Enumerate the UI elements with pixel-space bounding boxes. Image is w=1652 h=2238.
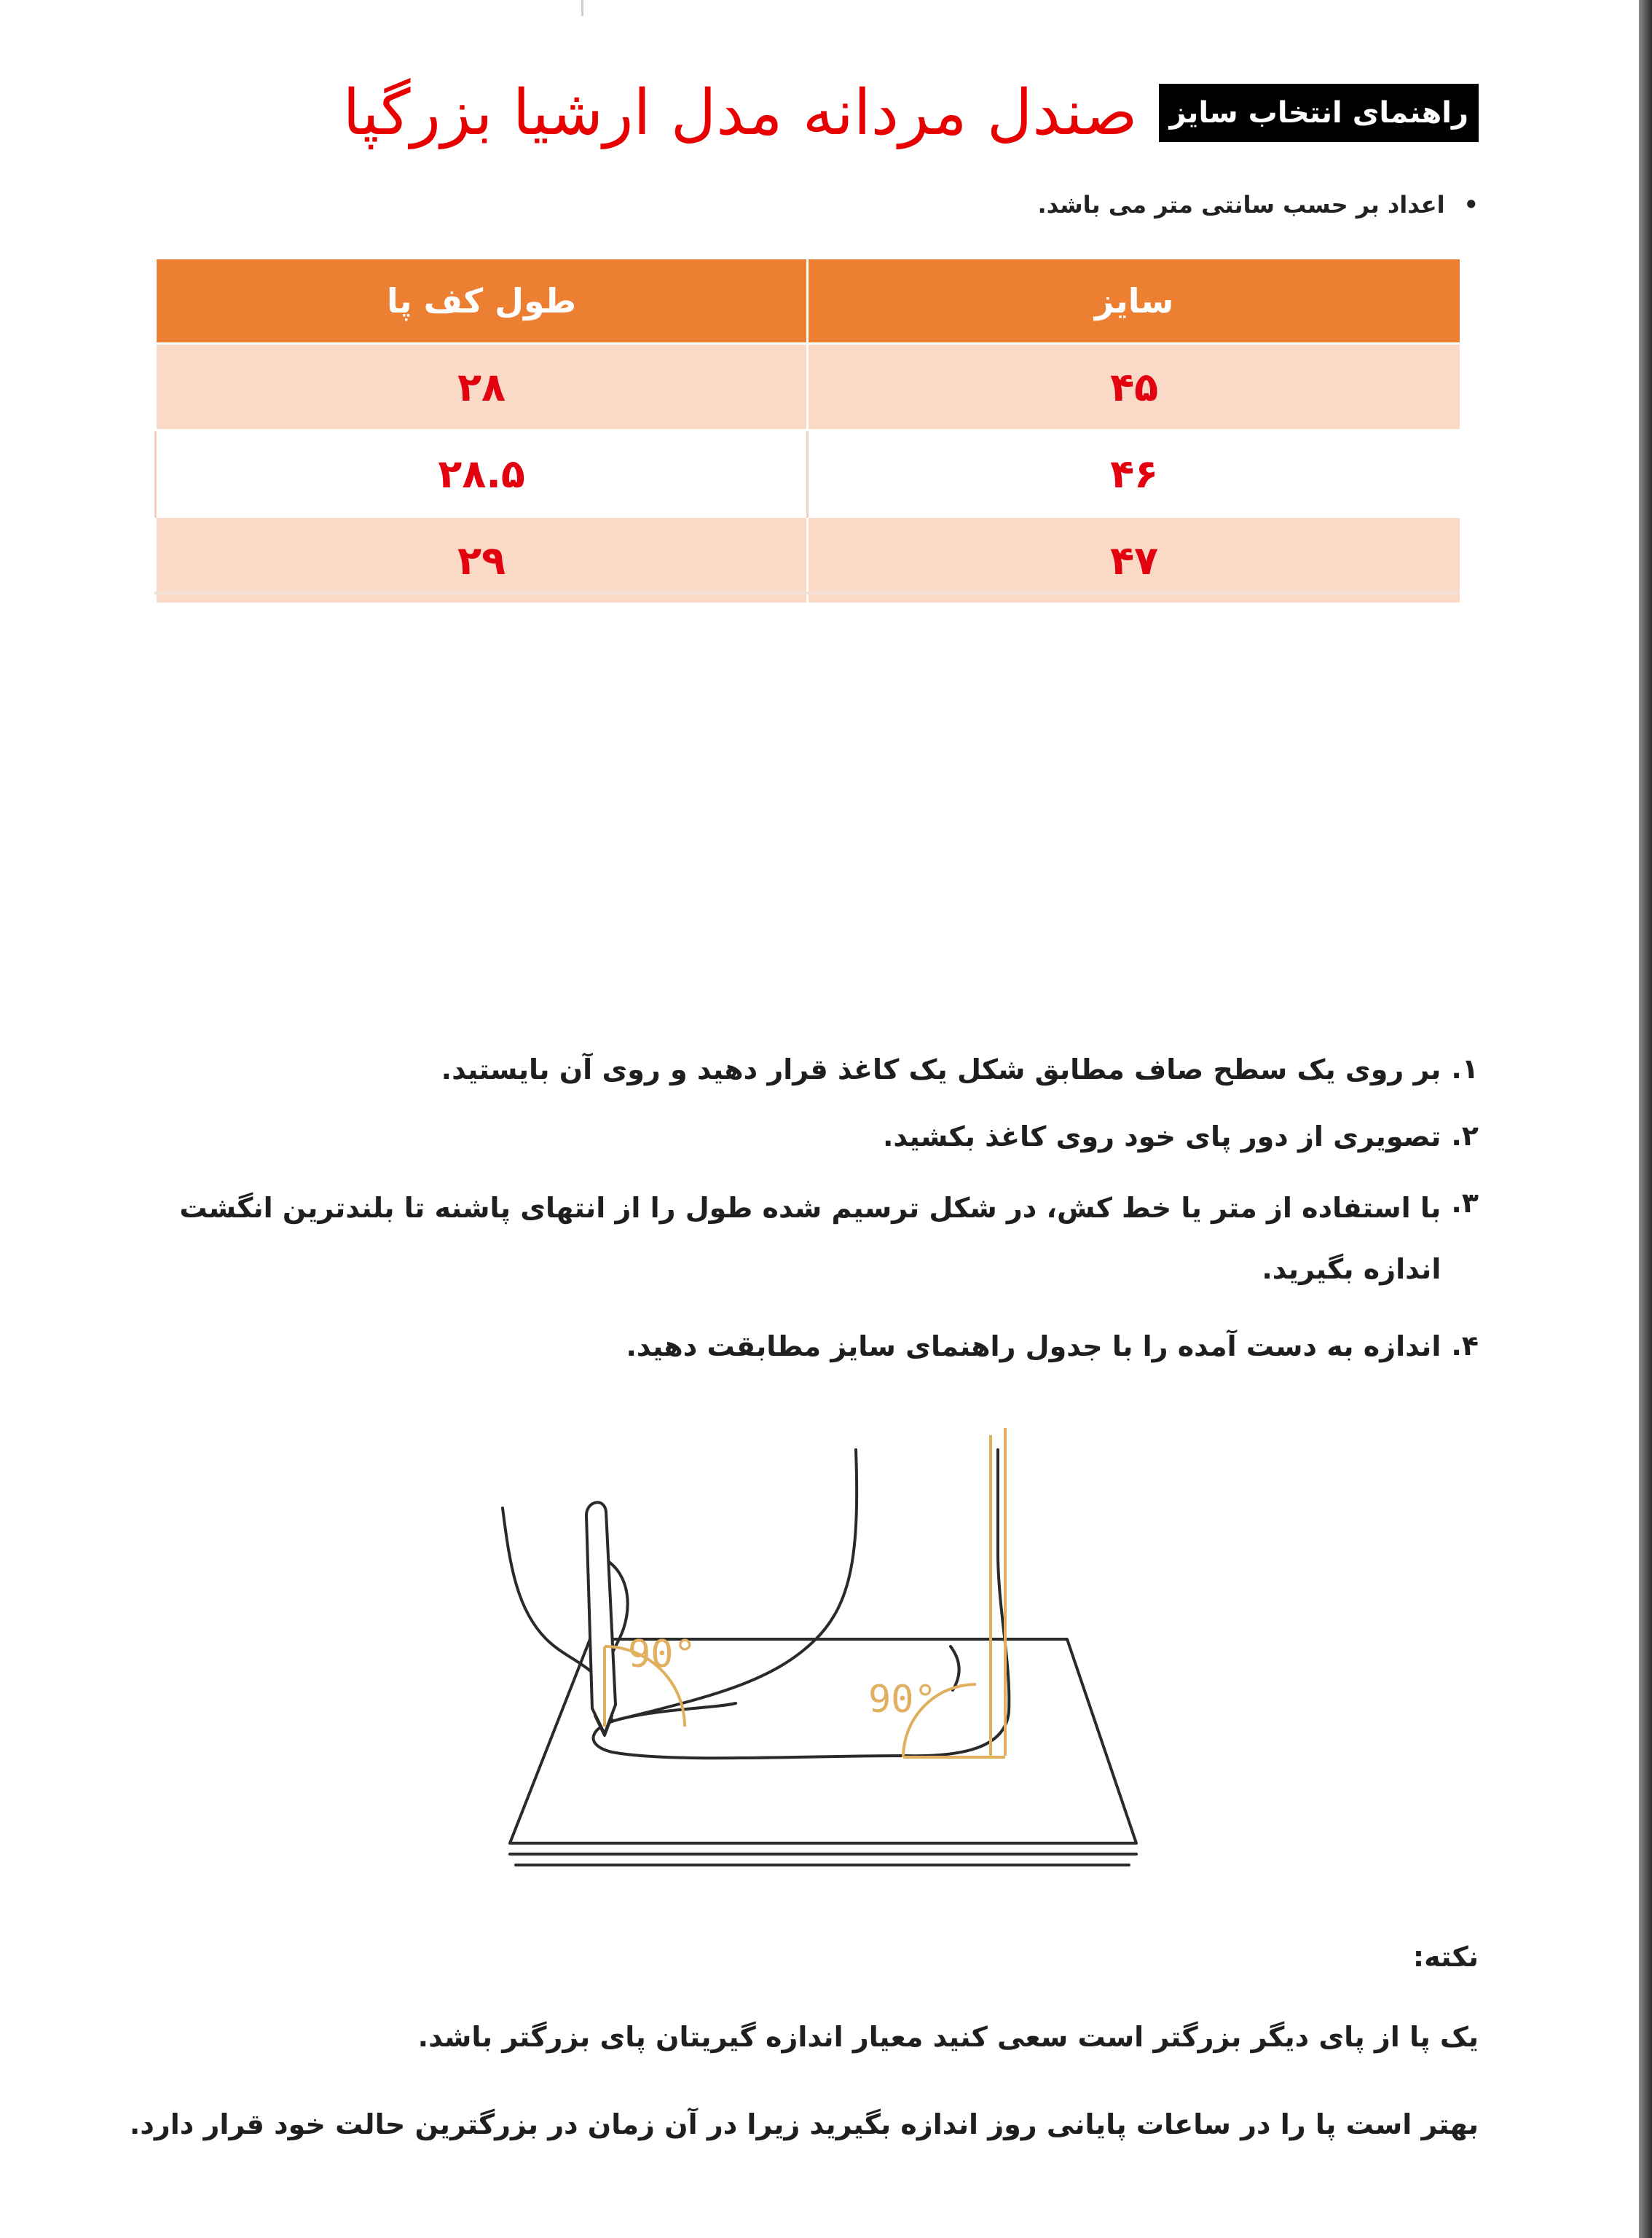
step-item [168,1177,1479,1320]
header-size: سایز [808,259,1460,344]
step-item [168,1110,1479,1177]
size-guide-label: راهنمای انتخاب سایز [1159,84,1479,142]
cell-size: ۴۶ [808,431,1460,517]
note-title: نکته: [1412,1941,1479,1973]
cell-size: ۴۵ [808,344,1460,431]
angle-label-toe: 90° [628,1633,696,1676]
step-text: تصویری از دور پای خود روی کاغذ بکشید. [882,1120,1441,1153]
size-table [154,259,1460,602]
note-line: بهتر است پا را در ساعات پایانی روز اندازه بگیرید زیرا در آن زمان در بزرگترین حالت خود قرار دارد. [129,2108,1479,2140]
top-mark [581,0,583,16]
step-number: ۴. [1451,1330,1479,1362]
units-note: • اعداد بر حسب سانتی متر می باشد. [1038,191,1479,219]
note-line: یک پا از پای دیگر بزرگتر است سعی کنید معیار اندازه گیریتان پای بزرگتر باشد. [417,2021,1479,2053]
product-title: صندل مردانه مدل ارشیا بزرگپا [342,76,1138,149]
table-bottom-border [154,592,1460,594]
cell-length: ۲۹ [156,517,808,603]
step-number: ۱. [1451,1053,1479,1085]
header-foot-length: طول کف پا [156,259,808,344]
step-item [168,1043,1479,1110]
step-text: اندازه به دست آمده را با جدول راهنمای سایز مطابقت دهید. [626,1330,1441,1362]
table-header-row [156,259,1460,344]
foot-measurement-illustration [495,1421,1151,1916]
instruction-steps [168,1043,1479,1387]
table-row [156,344,1460,431]
window-edge [1639,0,1652,2238]
table-row [156,517,1460,603]
cell-length: ۲۸.۵ [156,431,808,517]
pencil [586,1502,615,1734]
step-number: ۳. [1451,1187,1479,1219]
cell-length: ۲۸ [156,344,808,431]
angle-label-heel: 90° [868,1678,937,1721]
step-number: ۲. [1451,1120,1479,1152]
step-text: با استفاده از متر یا خط کش، در شکل ترسیم شده طول را از انتهای پاشنه تا بلندترین انگشت اندازه بگیرید. [179,1192,1441,1285]
cell-size: ۴۷ [808,517,1460,603]
step-text: بر روی یک سطح صاف مطابق شکل یک کاغذ قرار دهید و روی آن بایستید. [441,1053,1441,1085]
header [342,69,1479,157]
step-item [168,1320,1479,1387]
table-row [156,431,1460,517]
